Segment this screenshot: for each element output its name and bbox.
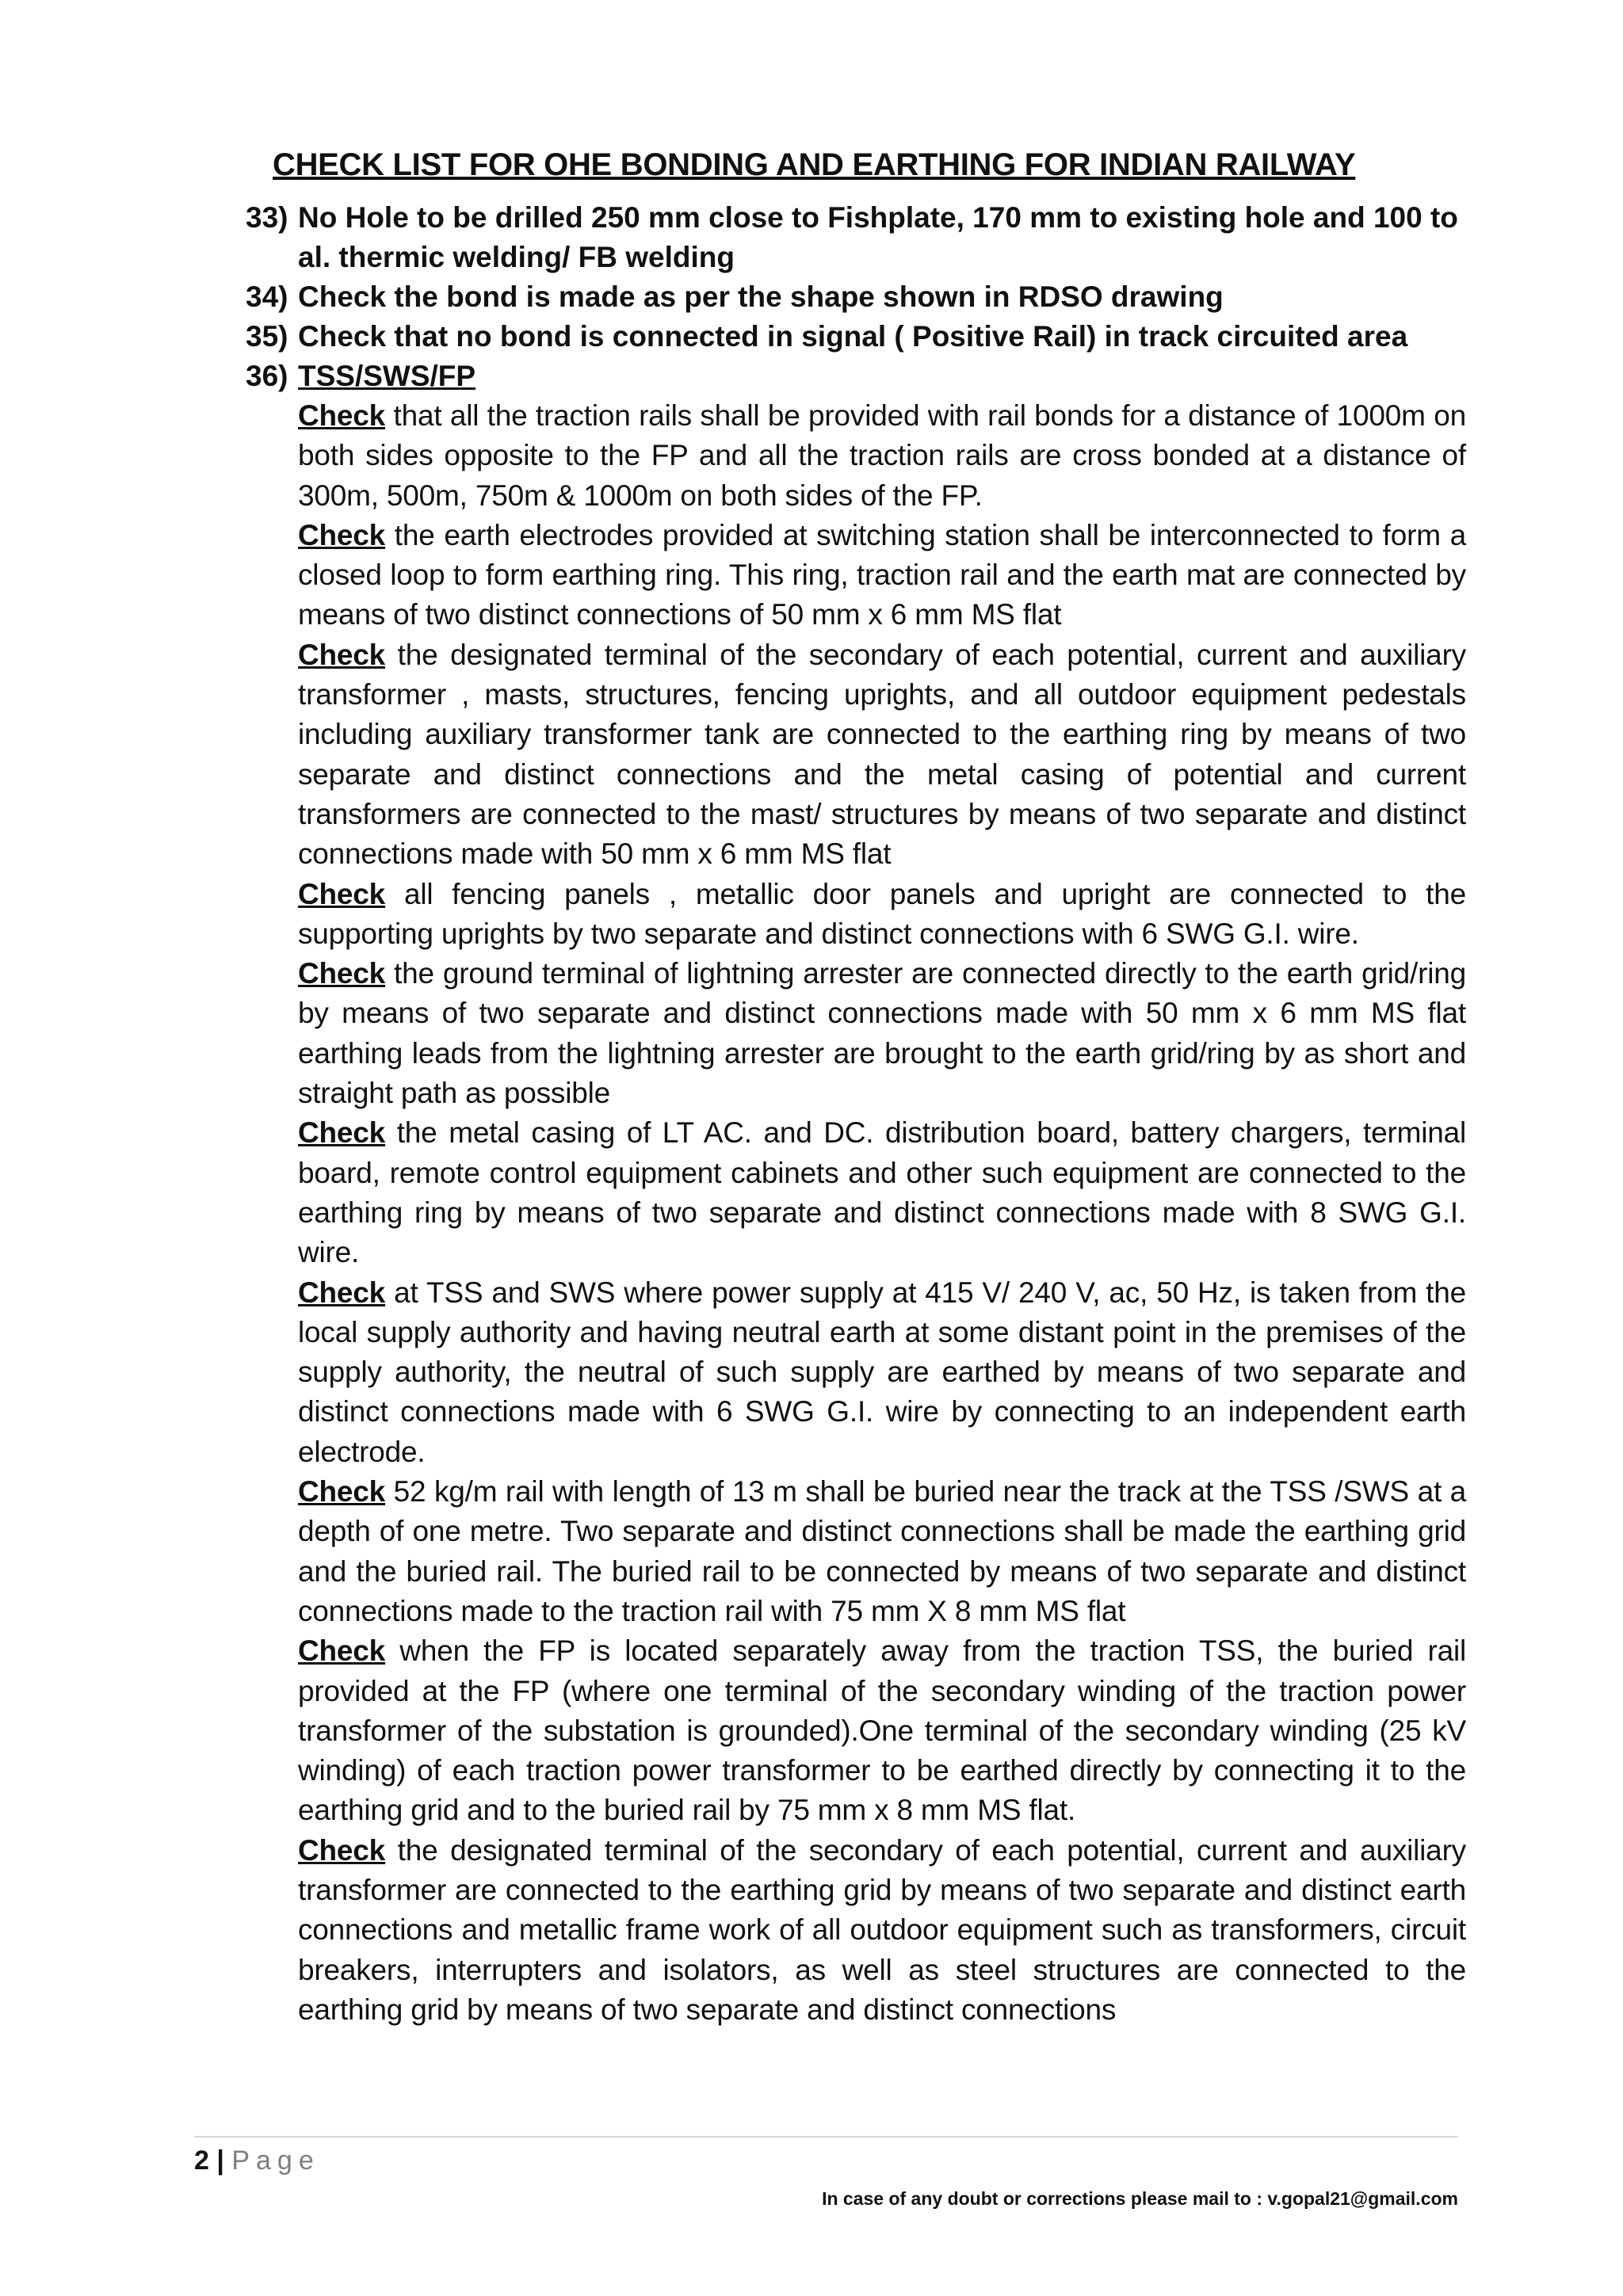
checklist-item-36 (246, 357, 1466, 396)
check-paragraph (246, 516, 1466, 635)
footer-divider (194, 2136, 1458, 2138)
checklist-item-35 (246, 317, 1466, 357)
page-number-value: 2 (194, 2145, 209, 2176)
checklist (246, 198, 1466, 2030)
check-keyword: Check (298, 1276, 386, 1309)
checklist-item-34 (246, 277, 1466, 317)
check-paragraph (246, 954, 1466, 1113)
check-paragraph (246, 1831, 1466, 2030)
page-label: Page (231, 2145, 320, 2176)
page-number (194, 2145, 320, 2176)
item-number: 35) (246, 320, 288, 353)
check-keyword: Check (298, 1116, 386, 1150)
paragraph-text: at TSS and SWS where power supply at 415 V/ 240 V, ac, 50 Hz, is taken from the local supply authority and having neutral earth at some distant point in the premises of the supply authority, the neutral of such supply are earthed by means of two separate and distinct connections made with 6 SWG G.I. wire by connecting to an independent earth electrode. (298, 1276, 1466, 1468)
paragraph-text: 52 kg/m rail with length of 13 m shall be buried near the track at the TSS /SWS at a depth of one metre. Two separate and distinct connections shall be made the earthing grid and the buried rail. The buried rail to be connected by means of two separate and distinct connections made to the traction rail with 75 mm X 8 mm MS flat (298, 1475, 1466, 1627)
check-keyword: Check (298, 399, 386, 432)
page-title: CHECK LIST FOR OHE BONDING AND EARTHING FOR INDIAN RAILWAY (273, 147, 1356, 182)
section-heading: TSS/SWS/FP (298, 360, 476, 392)
check-paragraph (246, 875, 1466, 955)
paragraph-text: the earth electrodes provided at switching station shall be interconnected to form a closed loop to form earthing ring. This ring, traction rail and the earth mat are connected by means of two distinct connections of 50 mm x 6 mm MS flat (298, 518, 1466, 631)
item-number: 36) (246, 360, 288, 392)
check-keyword: Check (298, 1833, 386, 1867)
item-number: 33) (246, 201, 288, 234)
paragraph-text: the designated terminal of the secondary of each potential, current and auxiliary transformer , masts, structures, fencing uprights, and all outdoor equipment pedestals including auxiliary transformer tank are connected to the earthing ring by means of two separate and distinct connections and the metal casing of potential and current transformers are connected to the mast/ structures by means of two separate and distinct connections made with 50 mm x 6 mm MS flat (298, 638, 1466, 871)
check-paragraph (246, 1113, 1466, 1272)
item-text: Check that no bond is connected in signal ( Positive Rail) in track circuited area (298, 320, 1408, 353)
check-paragraph (246, 1273, 1466, 1472)
item-text: No Hole to be drilled 250 mm close to Fishplate, 170 mm to existing hole and 100 to al. thermic welding/ FB welding (298, 201, 1458, 273)
check-paragraph (246, 1631, 1466, 1830)
check-keyword: Check (298, 957, 386, 990)
paragraph-text: when the FP is located separately away from the traction TSS, the buried rail provided at the FP (where one terminal of the secondary winding of the traction power transformer of the substation is grounded).One terminal of the secondary winding (25 kV winding) of each traction power transformer to be earthed directly by connecting it to the earthing grid and to the buried rail by 75 mm x 8 mm MS flat. (298, 1634, 1466, 1827)
item-text: Check the bond is made as per the shape shown in RDSO drawing (298, 280, 1224, 313)
check-keyword: Check (298, 638, 386, 671)
checklist-item-33 (246, 198, 1466, 277)
page-separator: | (216, 2145, 224, 2176)
check-paragraph (246, 1472, 1466, 1631)
paragraph-text: the designated terminal of the secondary of each potential, current and auxiliary transformer are connected to the earthing grid by means of two separate and distinct earth connections and metallic frame work of all outdoor equipment such as transformers, circuit breakers, interrupters and isolators, as well as steel structures are connected to the earthing grid by means of two separate and distinct connections (298, 1833, 1466, 2026)
check-keyword: Check (298, 877, 386, 910)
footer-contact-note: In case of any doubt or corrections please mail to : v.gopal21@gmail.com (822, 2188, 1458, 2209)
check-keyword: Check (298, 1634, 386, 1668)
check-paragraph (246, 396, 1466, 516)
paragraph-text: the ground terminal of lightning arrester are connected directly to the earth grid/ring by means of two separate and distinct connections made with 50 mm x 6 mm MS flat earthing leads from the lightning arrester are brought to the earth grid/ring by as short and straight path as possible (298, 957, 1466, 1110)
paragraph-text: all fencing panels , metallic door panels and upright are connected to the supporting uprights by two separate and distinct connections with 6 SWG G.I. wire. (298, 877, 1466, 950)
paragraph-text: the metal casing of LT AC. and DC. distribution board, battery chargers, terminal board, remote control equipment cabinets and other such equipment are connected to the earthing ring by means of two separate and distinct connections made with 8 SWG G.I. wire. (298, 1116, 1466, 1269)
check-keyword: Check (298, 518, 386, 551)
check-paragraph (246, 635, 1466, 875)
check-keyword: Check (298, 1475, 386, 1508)
paragraph-text: that all the traction rails shall be provided with rail bonds for a distance of 1000m on both sides opposite to the FP and all the traction rails are cross bonded at a distance of 300m, 500m, 750m & 1000m on both sides of the FP. (298, 399, 1466, 512)
item-number: 34) (246, 280, 288, 313)
